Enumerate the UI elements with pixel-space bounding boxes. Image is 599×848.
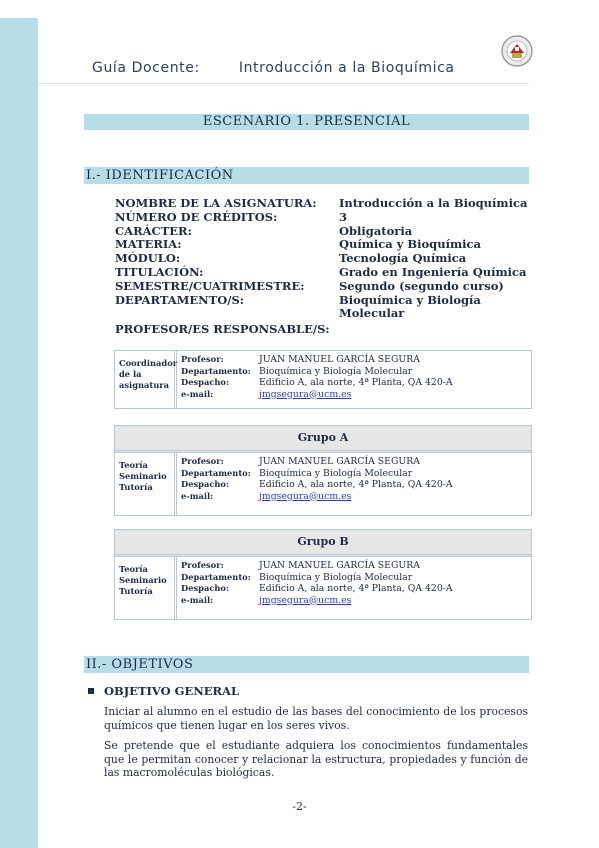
objective-paragraph-1: Iniciar al alumno en el estudio de las bases del conocimiento de los procesos químicos que tienen lugar en los seres vivos. — [104, 705, 528, 732]
square-bullet-icon — [88, 688, 94, 694]
professor-name: JUAN MANUEL GARCÍA SEGURA — [259, 456, 420, 467]
group-b-table — [114, 529, 532, 620]
doc-label: Guía Docente: — [92, 60, 200, 76]
department: Bioquímica y Biología Molecular — [259, 365, 413, 377]
professor-name: JUAN MANUEL GARCÍA SEGURA — [259, 560, 420, 571]
role-cell: Teoría Seminario Tutoría — [115, 557, 177, 619]
left-sidebar-band — [0, 18, 38, 848]
office: Edificio A, ala norte, 4ª Planta, QA 420-A — [259, 479, 453, 490]
role-cell: Teoría Seminario Tutoría — [115, 453, 177, 515]
email-link[interactable]: jmgsegura@ucm.es — [259, 594, 352, 606]
section-identification-title: I.- IDENTIFICACIÓN — [84, 167, 529, 184]
department: Bioquímica y Biología Molecular — [259, 467, 413, 479]
field-row: NOMBRE DE LA ASIGNATURA: Introducción a la Bioquímica — [115, 196, 528, 210]
page-number: -2- — [292, 800, 307, 813]
field-row: MATERIA: Química y Bioquímica — [115, 237, 481, 252]
email-link[interactable]: jmgsegura@ucm.es — [259, 490, 352, 502]
university-seal-icon — [500, 34, 534, 68]
field-row: NÚMERO DE CRÉDITOS: 3 — [115, 209, 348, 224]
objective-paragraph-2: Se pretende que el estudiante adquiera los conocimientos fundamentales que le permitan conocer y relacionar la estructura, propiedades y función de las macromoléculas biológicas. — [104, 739, 528, 779]
professor-name: JUAN MANUEL GARCÍA SEGURA — [259, 354, 420, 365]
contact-cell: Profesor: JUAN MANUEL GARCÍA SEGURA Departamento: Bioquímica y Biología Molecular Despacho: Edificio A, ala norte, 4ª Planta, QA 420-A e-mail: jmgsegura@ucm.es — [177, 351, 531, 408]
contact-cell: Profesor: JUAN MANUEL GARCÍA SEGURA Departamento: Bioquímica y Biología Molecular Despacho: Edificio A, ala norte, 4ª Planta, QA 420-A e-mail: jmgsegura@ucm.es — [177, 557, 531, 619]
field-row: MÓDULO: Tecnología Química — [115, 251, 467, 266]
scenario-banner: ESCENARIO 1. PRESENCIAL — [84, 114, 529, 130]
department: Bioquímica y Biología Molecular — [259, 571, 413, 583]
field-row: CARÁCTER: Obligatoria — [115, 223, 413, 238]
field-row: TITULACIÓN: Grado en Ingeniería Química — [115, 264, 527, 279]
group-a-table — [114, 425, 532, 516]
email-link[interactable]: jmgsegura@ucm.es — [259, 388, 352, 400]
objective-general-title: OBJETIVO GENERAL — [104, 684, 240, 698]
role-cell: Coordinador de la asignatura — [115, 351, 177, 408]
coordinator-table — [114, 350, 532, 409]
office: Edificio A, ala norte, 4ª Planta, QA 420-A — [259, 377, 453, 388]
page-header — [92, 60, 455, 76]
field-row: SEMESTRE/CUATRIMESTRE: Segundo (segundo curso) — [115, 278, 504, 293]
field-row: DEPARTAMENTO/S: Bioquímica y Biología Molecular — [115, 292, 481, 321]
professors-heading: PROFESOR/ES RESPONSABLE/S: — [115, 322, 330, 336]
office: Edificio A, ala norte, 4ª Planta, QA 420-A — [259, 583, 453, 594]
contact-cell: Profesor: JUAN MANUEL GARCÍA SEGURA Departamento: Bioquímica y Biología Molecular Despacho: Edificio A, ala norte, 4ª Planta, QA 420-A e-mail: jmgsegura@ucm.es — [177, 453, 531, 515]
subject-title: Introducción a la Bioquímica — [238, 60, 455, 76]
group-header: Grupo A — [115, 426, 531, 453]
section-objectives-title: II.- OBJETIVOS — [84, 656, 529, 673]
group-header: Grupo B — [115, 530, 531, 557]
header-divider — [38, 83, 529, 84]
identification-fields — [115, 197, 539, 321]
